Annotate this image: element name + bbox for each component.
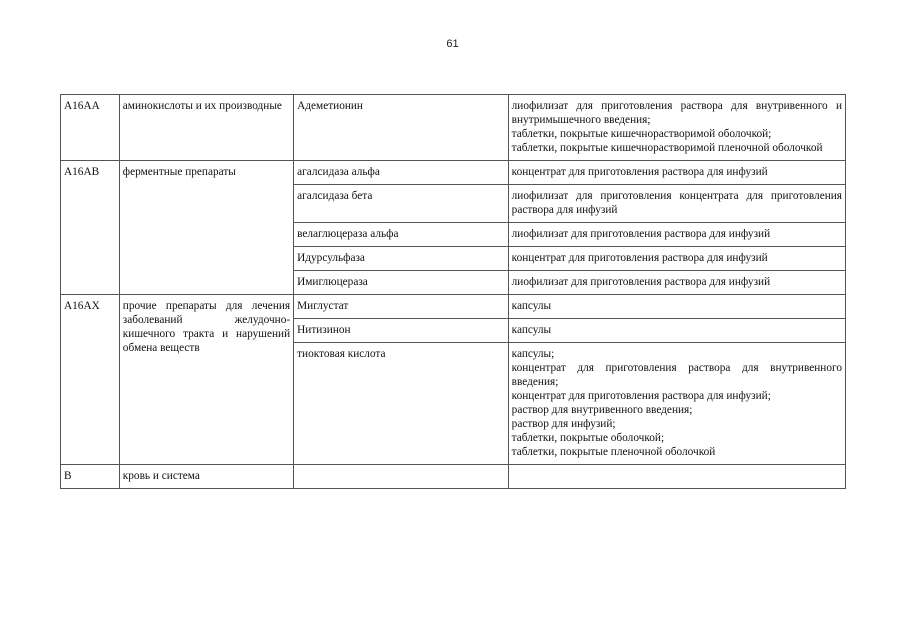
dosage-form-line: концентрат для приготовления раствора для инфузий;: [511, 390, 771, 402]
atc-code-cell: A16AX: [61, 295, 120, 465]
dosage-form-line: лиофилизат для приготовления концентрата для приготовления раствора для инфузий: [511, 190, 842, 216]
dosage-form-cell: [508, 319, 845, 343]
dosage-form-line: концентрат для приготовления раствора для инфузий: [511, 252, 768, 264]
drug-name-cell: Адеметионин: [294, 95, 509, 161]
dosage-form-line: концентрат для приготовления раствора для инфузий: [511, 166, 768, 178]
pharmacological-group-cell: ферментные препараты: [119, 161, 293, 295]
medication-table-body: [61, 95, 846, 489]
atc-code-cell: A16AA: [61, 95, 120, 161]
dosage-form-cell: [508, 295, 845, 319]
pharmacological-group-cell: прочие препараты для лечения заболеваний желудочно-кишечного тракта и нарушений обмена веществ: [119, 295, 293, 465]
dosage-form-cell: [508, 185, 845, 223]
drug-name-cell: велаглюцераза альфа: [294, 223, 509, 247]
pharmacological-group-cell: аминокислоты и их производные: [119, 95, 293, 161]
drug-name-cell: Нитизинон: [294, 319, 509, 343]
dosage-form-line: капсулы: [511, 324, 552, 336]
medication-table: [60, 94, 846, 489]
dosage-form-line: лиофилизат для приготовления раствора для внутривенного и внутримышечного введения;: [511, 100, 842, 126]
pharmacological-group-cell: кровь и система: [119, 465, 293, 489]
drug-name-cell: тиоктовая кислота: [294, 343, 509, 465]
dosage-form-line: раствор для инфузий;: [511, 418, 616, 430]
page-number: 61: [446, 38, 459, 50]
dosage-form-line: лиофилизат для приготовления раствора для инфузий: [511, 276, 771, 288]
atc-code-cell: B: [61, 465, 120, 489]
table-row: [61, 161, 846, 185]
drug-name-cell: Идурсульфаза: [294, 247, 509, 271]
dosage-form-line: капсулы;: [511, 348, 555, 360]
table-row: [61, 465, 846, 489]
dosage-form-line: таблетки, покрытые кишечнорастворимой оболочкой;: [511, 128, 772, 140]
dosage-form-cell: [508, 343, 845, 465]
dosage-form-line: таблетки, покрытые оболочкой;: [511, 432, 665, 444]
drug-name-cell: [294, 465, 509, 489]
dosage-form-line: капсулы: [511, 300, 552, 312]
dosage-form-line: таблетки, покрытые пленочной оболочкой: [511, 446, 716, 458]
drug-name-cell: агалсидаза альфа: [294, 161, 509, 185]
dosage-form-line: таблетки, покрытые кишечнорастворимой пленочной оболочкой: [511, 142, 823, 154]
drug-name-cell: Имиглюцераза: [294, 271, 509, 295]
dosage-form-cell: [508, 223, 845, 247]
atc-code-cell: A16AB: [61, 161, 120, 295]
dosage-form-cell: [508, 161, 845, 185]
dosage-form-cell: [508, 95, 845, 161]
dosage-form-cell: [508, 465, 845, 489]
table-row: [61, 295, 846, 319]
dosage-form-line: лиофилизат для приготовления раствора для инфузий: [511, 228, 771, 240]
dosage-form-cell: [508, 271, 845, 295]
table-row: [61, 95, 846, 161]
drug-name-cell: Миглустат: [294, 295, 509, 319]
dosage-form-cell: [508, 247, 845, 271]
dosage-form-line: раствор для внутривенного введения;: [511, 404, 693, 416]
dosage-form-line: концентрат для приготовления раствора для внутривенного введения;: [511, 362, 842, 388]
drug-name-cell: агалсидаза бета: [294, 185, 509, 223]
